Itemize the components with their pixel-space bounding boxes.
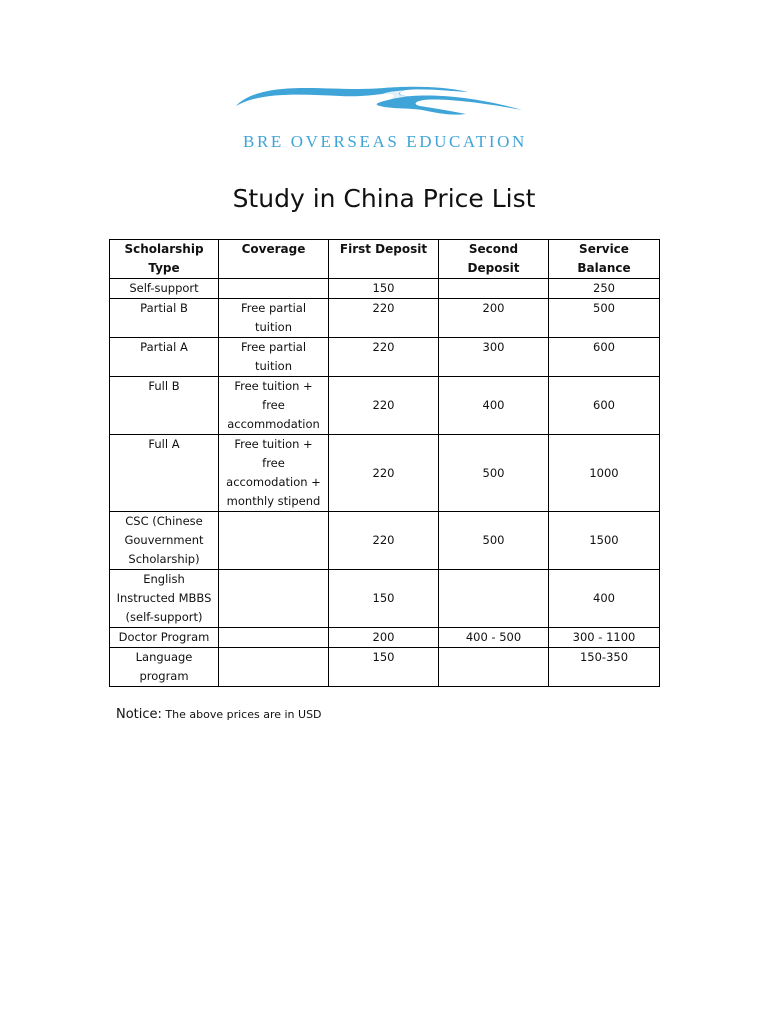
table-row [110, 435, 660, 512]
cell-first-deposit: 220 [329, 512, 439, 570]
cell-service-balance: 500 [549, 299, 660, 338]
table-row [110, 377, 660, 435]
cell-service-balance: 1000 [549, 435, 660, 512]
price-table [109, 239, 660, 687]
cell-coverage: Free partial tuition [219, 338, 329, 377]
table-row [110, 628, 660, 648]
cell-scholarship-type: Doctor Program [110, 628, 219, 648]
table-row [110, 570, 660, 628]
header-second-deposit: Second Deposit [439, 240, 549, 279]
cell-scholarship-type: CSC (Chinese Gouvernment Scholarship) [110, 512, 219, 570]
cell-service-balance: 150-350 [549, 648, 660, 687]
cell-second-deposit [439, 570, 549, 628]
header-coverage: Coverage [219, 240, 329, 279]
cell-service-balance: 250 [549, 279, 660, 299]
cell-scholarship-type: Partial B [110, 299, 219, 338]
table-header-row [110, 240, 660, 279]
cell-scholarship-type: Full A [110, 435, 219, 512]
cell-scholarship-type: Full B [110, 377, 219, 435]
notice-text: The above prices are in USD [161, 708, 322, 721]
cell-second-deposit: 500 [439, 435, 549, 512]
table-row [110, 299, 660, 338]
cell-scholarship-type: English Instructed MBBS (self-support) [110, 570, 219, 628]
cell-second-deposit: 300 [439, 338, 549, 377]
cell-scholarship-type: Language program [110, 648, 219, 687]
cell-first-deposit: 200 [329, 628, 439, 648]
cell-coverage [219, 570, 329, 628]
cell-service-balance: 400 [549, 570, 660, 628]
cell-first-deposit: 220 [329, 338, 439, 377]
table-row [110, 648, 660, 687]
cell-first-deposit: 220 [329, 377, 439, 435]
cell-first-deposit: 220 [329, 435, 439, 512]
page-title: Study in China Price List [232, 184, 536, 213]
cell-second-deposit: 400 - 500 [439, 628, 549, 648]
cell-scholarship-type: Self-support [110, 279, 219, 299]
table-row [110, 279, 660, 299]
header-service-balance: Service Balance [549, 240, 660, 279]
company-logo [150, 64, 620, 182]
header-scholarship-type: Scholarship Type [110, 240, 219, 279]
cell-service-balance: 300 - 1100 [549, 628, 660, 648]
cell-second-deposit: 400 [439, 377, 549, 435]
cell-service-balance: 600 [549, 338, 660, 377]
cell-scholarship-type: Partial A [110, 338, 219, 377]
cell-second-deposit: 500 [439, 512, 549, 570]
cell-first-deposit: 220 [329, 299, 439, 338]
table-row [110, 338, 660, 377]
logo-text: BRE OVERSEAS EDUCATION [243, 132, 527, 151]
cell-coverage: Free tuition + free accommodation [219, 377, 329, 435]
logo-wave-icon [150, 64, 620, 134]
cell-coverage: Free tuition + free accomodation + monthly stipend [219, 435, 329, 512]
header-first-deposit: First Deposit [329, 240, 439, 279]
table-row [110, 512, 660, 570]
cell-service-balance: 1500 [549, 512, 660, 570]
cell-second-deposit [439, 648, 549, 687]
cell-service-balance: 600 [549, 377, 660, 435]
cell-first-deposit: 150 [329, 279, 439, 299]
cell-coverage [219, 628, 329, 648]
cell-coverage: Free partial tuition [219, 299, 329, 338]
cell-coverage [219, 512, 329, 570]
price-notice [116, 703, 322, 722]
cell-second-deposit: 200 [439, 299, 549, 338]
cell-coverage [219, 648, 329, 687]
cell-second-deposit [439, 279, 549, 299]
notice-label: Notice: [116, 707, 162, 722]
cell-first-deposit: 150 [329, 570, 439, 628]
cell-coverage [219, 279, 329, 299]
cell-first-deposit: 150 [329, 648, 439, 687]
